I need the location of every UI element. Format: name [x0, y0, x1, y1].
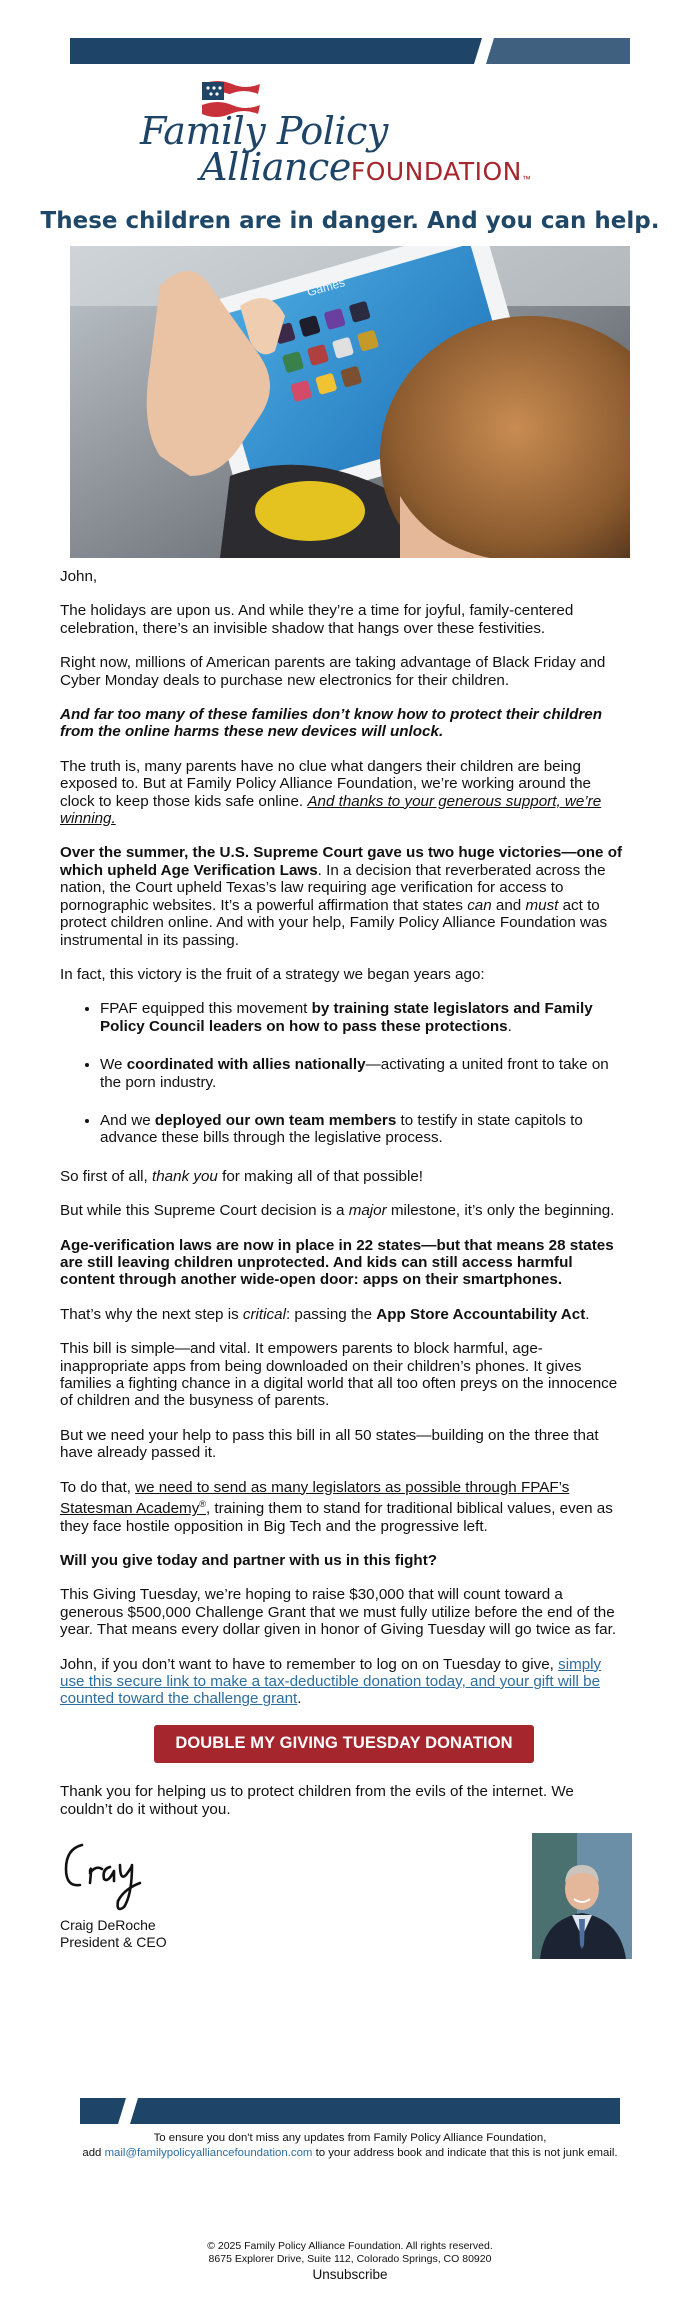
link-text[interactable]: we need to send as many legislators as possible through FPAF’s Statesman Academy — [60, 1478, 570, 1518]
header-banner-bar — [70, 38, 630, 64]
registered-mark[interactable]: ® — [199, 1499, 206, 1510]
paragraph — [60, 844, 628, 948]
italic-text: thank you — [152, 1167, 218, 1185]
closing-paragraph: Thank you for helping us to protect children from the evils of the internet. We couldn’t do it without you. — [60, 1783, 574, 1818]
greeting: John, — [60, 568, 98, 585]
paragraph — [60, 1306, 628, 1323]
headline: These children are in danger. And you can help. — [40, 208, 660, 234]
donate-button[interactable]: DOUBLE MY GIVING TUESDAY DONATION — [154, 1725, 533, 1763]
donation-link[interactable]: simply use this secure link to make a tax-deductible donation today, and your gift will be counted toward the challenge grant — [60, 1655, 602, 1708]
hero-image[interactable] — [70, 246, 630, 558]
text: act to protect children online. And with your help, Family Policy Alliance Foundation was instrumental in its passing. — [60, 896, 608, 949]
paragraph: This Giving Tuesday, we’re hoping to raise $30,000 that will count toward a generous $500,000 Challenge Grant that we must fully utilize before the end of the year. That means every dollar given in honor of Giving Tuesday will go twice as far. — [60, 1586, 617, 1639]
text: FPAF equipped this movement — [100, 1000, 312, 1018]
bold-text: coordinated with allies nationally — [126, 1056, 366, 1074]
footer-note-line — [80, 2146, 620, 2161]
child-tablet-illustration — [70, 246, 630, 558]
italic-text: critical — [242, 1305, 286, 1323]
italic-text: must — [525, 896, 559, 914]
text: to testify in state capitols to advance these bills through the legislative process. — [100, 1111, 583, 1147]
text: The truth is, many parents have no clue what dangers their children are being exposed to. But at Family Policy Alliance Foundation, we’re working around the clock to keep those kids safe online. — [60, 757, 592, 810]
text: : passing the — [285, 1305, 377, 1323]
footer-banner-bar — [80, 2098, 620, 2124]
portrait-illustration — [532, 1833, 632, 1959]
text: And we — [100, 1111, 155, 1129]
italic-text: major — [348, 1202, 387, 1220]
paragraph: The holidays are upon us. And while they’re a time for joyful, family-centered celebration, there’s an invisible shadow that hangs over these festivities. — [60, 602, 574, 637]
text: But while this Supreme Court decision is a — [60, 1202, 349, 1220]
paragraph — [60, 1168, 628, 1185]
bold-text: by training state legislators and Family Policy Council leaders on how to pass these protections — [100, 1000, 593, 1035]
text: John, if you don’t want to have to remember to log on on Tuesday to give, — [60, 1655, 559, 1673]
trademark-mark: ™ — [521, 174, 531, 184]
text: We — [100, 1056, 127, 1074]
tablet-screen-label: Games — [305, 275, 347, 300]
bold-text: deployed our own team members — [154, 1111, 397, 1129]
paragraph: In fact, this victory is the fruit of a strategy we began years ago: — [60, 965, 485, 983]
paragraph — [60, 1479, 628, 1535]
brand-logo[interactable] — [140, 76, 560, 188]
paragraph-emphasis — [60, 706, 628, 741]
text: To do that, — [60, 1478, 136, 1496]
signature-image — [60, 1835, 170, 1915]
cta-container — [60, 1725, 628, 1763]
text: . — [507, 1017, 512, 1035]
signer — [60, 1917, 167, 1951]
text: So first of all, — [60, 1167, 153, 1185]
text: to your address book and indicate that this is not junk email. — [312, 2146, 618, 2159]
text: . — [297, 1690, 302, 1708]
signer-title: President & CEO — [60, 1933, 167, 1950]
text: milestone, it’s only the beginning. — [386, 1202, 615, 1220]
brand-name-suffix: FOUNDATION — [350, 157, 522, 186]
text: That’s why the next step is — [60, 1305, 243, 1323]
address-text: 8675 Explorer Drive, Suite 112, Colorado Springs, CO 80920 — [208, 2253, 492, 2265]
paragraph: But we need your help to pass this bill in all 50 states—building on the three that have already passed it. — [60, 1426, 599, 1462]
signer-name: Craig DeRoche — [60, 1916, 156, 1933]
letter-body — [60, 568, 628, 1965]
text: add — [82, 2146, 105, 2159]
text: . — [585, 1305, 590, 1323]
text: , training them to stand for traditional biblical values, even as they face hostile opposition in Big Tech and the progressive left. — [60, 1500, 613, 1535]
footer-note-line: To ensure you don't miss any updates from Family Policy Alliance Foundation, — [153, 2132, 547, 2144]
paragraph: Right now, millions of American parents are taking advantage of Black Friday and Cyber Monday deals to purchase new electronics for their children. — [60, 654, 606, 689]
paragraph — [60, 1656, 628, 1708]
brand-name-line2: Alliance — [200, 145, 351, 189]
bold-text: Age-verification laws are now in place in 22 states—but that means 28 states are still leaving children unprotected. And kids can still access harmful content through another wide-open door: apps on their smartphones. — [60, 1236, 614, 1289]
text: and — [491, 896, 526, 914]
email-link[interactable]: mail@familypolicyalliancefoundation.com — [104, 2146, 313, 2159]
footer-legal — [80, 2240, 620, 2281]
copyright-text: © 2025 Family Policy Alliance Foundation. All rights reserved. — [207, 2240, 493, 2252]
bold-text: Over the summer, the U.S. Supreme Court gave us two huge victories—one of which upheld Age Verification Laws — [60, 844, 623, 879]
text: —activating a united front to take on the porn industry. — [100, 1056, 609, 1091]
paragraph — [60, 758, 628, 828]
list-item — [100, 1112, 628, 1147]
emphasis-text: And far too many of these families don’t know how to protect their children from the online harms these new devices will unlock. — [60, 706, 603, 741]
paragraph — [60, 1202, 628, 1219]
footer-note — [80, 2131, 620, 2160]
list-item — [100, 1056, 628, 1091]
strategy-list — [60, 1000, 628, 1146]
brand-name-line1: Family Policy — [140, 109, 388, 153]
unsubscribe-link[interactable]: Unsubscribe — [312, 2267, 388, 2282]
paragraph-bold — [60, 1552, 628, 1569]
bold-text: App Store Accountability Act — [376, 1305, 586, 1323]
list-item — [100, 1000, 628, 1035]
paragraph-bold — [60, 1237, 628, 1289]
signature-block — [60, 1835, 628, 1965]
text: for making all of that possible! — [217, 1167, 424, 1185]
emphasis-text: And thanks to your generous support, we’re winning. — [60, 792, 602, 828]
bold-text: Will you give today and partner with us in this fight? — [60, 1551, 438, 1569]
ceo-photo — [532, 1833, 632, 1959]
italic-text: can — [467, 896, 492, 914]
paragraph: This bill is simple—and vital. It empowers parents to block harmful, age-inappropriate apps from being downloaded on their children’s phones. It gives families a fighting chance in a digital world that all too often preys on the innocence of children and the busyness of parents. — [60, 1340, 618, 1410]
text: . In a decision that reverberated across the nation, the Court upheld Texas’s law requiring age verification for access to pornographic websites. It’s a powerful affirmation that states — [60, 861, 606, 914]
